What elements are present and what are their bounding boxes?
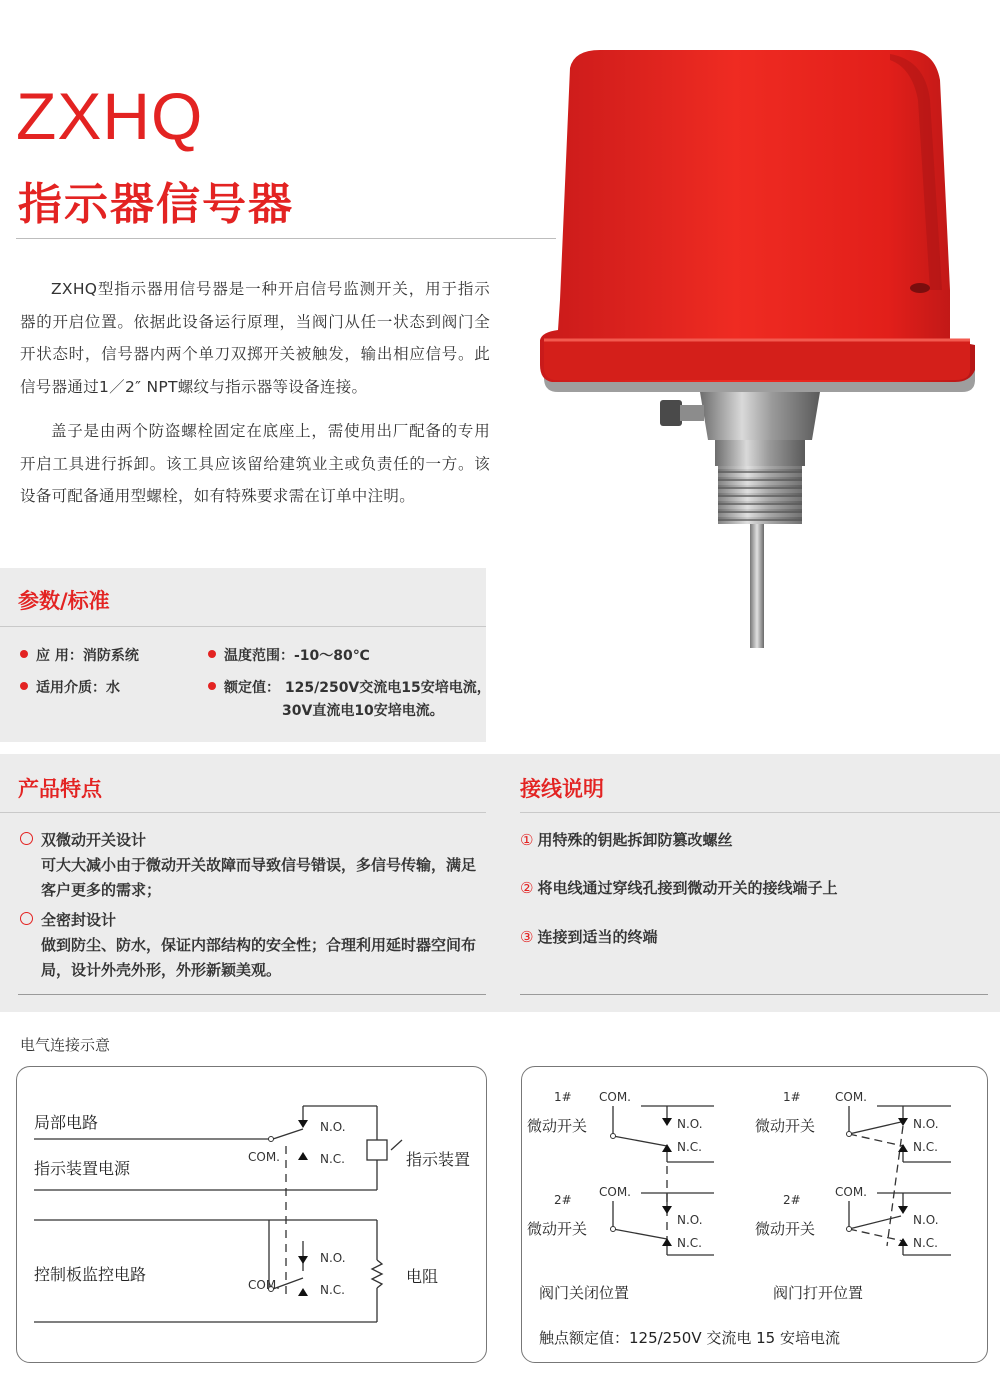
right-no-closed-1: N.O. <box>677 1117 703 1131</box>
circle-bullet-icon <box>20 832 33 845</box>
header-divider <box>16 238 556 239</box>
product-name: 指示器信号器 <box>18 179 294 230</box>
wiring-diagram-left-drawing <box>16 1066 486 1362</box>
left-nc-label-1: N.C. <box>320 1152 345 1166</box>
local-circuit-label: 局部电路 <box>34 1113 99 1132</box>
right-no-open-1: N.O. <box>913 1117 939 1131</box>
wiring-divider <box>520 812 1000 813</box>
spec-rating: 额定值： 125/250V交流电15安培电流， 30V直流电10安培电流。 <box>208 677 491 723</box>
right-com-open-1: COM. <box>835 1090 867 1104</box>
right-no-closed-2: N.O. <box>677 1213 703 1227</box>
model-title: ZXHQ <box>16 79 204 153</box>
bullet-icon <box>20 650 28 658</box>
right-nc-closed-2: N.C. <box>677 1236 702 1250</box>
params-divider <box>0 626 486 627</box>
features-divider <box>0 812 486 813</box>
intro-text <box>20 273 490 525</box>
left-nc-label-2: N.C. <box>320 1283 345 1297</box>
left-no-label-1: N.O. <box>320 1120 346 1134</box>
wiring-title: 接线说明 <box>520 777 604 801</box>
right-switch2-num-closed: 2# <box>554 1193 572 1207</box>
left-no-label-2: N.O. <box>320 1251 346 1265</box>
spec-medium: 适用介质：水 <box>20 677 120 697</box>
right-switch-label-open-2: 微动开关 <box>755 1220 816 1238</box>
electrical-caption: 电气连接示意 <box>20 1036 111 1054</box>
features-title: 产品特点 <box>18 777 102 801</box>
left-com-label-2: COM. <box>248 1278 280 1292</box>
bullet-icon <box>208 650 216 658</box>
indicator-device-label: 指示装置 <box>406 1150 471 1169</box>
wiring-step-3: ③ 连接到适当的终端 <box>520 928 658 946</box>
right-nc-closed-1: N.C. <box>677 1140 702 1154</box>
right-switch-label-open-1: 微动开关 <box>755 1117 816 1135</box>
right-no-open-2: N.O. <box>913 1213 939 1227</box>
right-com-closed-1: COM. <box>599 1090 631 1104</box>
wiring-bottom-divider <box>520 994 988 995</box>
intro-paragraph-1: ZXHQ型指示器用信号器是一种开启信号监测开关，用于指示器的开启位置。依据此设备运行原理，当阀门从任一状态到阀门全开状态时，信号器内两个单刀双掷开关被触发，输出相应信号。此信号器通过1／2″ NPT螺纹与指示器等设备连接。 <box>20 280 490 396</box>
right-com-open-2: COM. <box>835 1185 867 1199</box>
right-nc-open-1: N.C. <box>913 1140 938 1154</box>
feature-item-2: 全密封设计 做到防尘、防水，保证内部结构的安全性；合理利用延时器空间布局，设计外壳外形，外形新颖美观。 <box>20 908 490 983</box>
circle-bullet-icon <box>20 912 33 925</box>
wiring-diagram-right-drawing <box>521 1066 987 1362</box>
bullet-icon <box>20 682 28 690</box>
right-switch-label-closed-2: 微动开关 <box>527 1220 588 1238</box>
product-photo <box>530 40 990 660</box>
valve-closed-label: 阀门关闭位置 <box>539 1284 630 1302</box>
feature-item-1: 双微动开关设计 可大大减小由于微动开关故障而导致信号错误，多信号传输，满足客户更多的需求； <box>20 828 490 903</box>
spec-temperature: 温度范围：-10～80℃ <box>208 645 370 665</box>
spec-application: 应 用：消防系统 <box>20 645 139 665</box>
wiring-step-2: ② 将电线通过穿线孔接到微动开关的接线端子上 <box>520 879 838 897</box>
right-switch1-num-open: 1# <box>783 1090 801 1104</box>
control-circuit-label: 控制板监控电路 <box>34 1265 147 1284</box>
bullet-icon <box>208 682 216 690</box>
right-nc-open-2: N.C. <box>913 1236 938 1250</box>
wiring-step-1: ① 用特殊的钥匙拆卸防篡改螺丝 <box>520 831 733 849</box>
right-switch2-num-open: 2# <box>783 1193 801 1207</box>
valve-open-label: 阀门打开位置 <box>773 1284 864 1302</box>
contact-rating-label: 触点额定值：125/250V 交流电 15 安培电流 <box>539 1329 840 1347</box>
params-title: 参数/标准 <box>18 589 110 613</box>
left-com-label-1: COM. <box>248 1150 280 1164</box>
right-switch-label-closed-1: 微动开关 <box>527 1117 588 1135</box>
intro-paragraph-2: 盖子是由两个防盗螺栓固定在底座上，需使用出厂配备的专用开启工具进行拆卸。该工具应该留给建筑业主或负责任的一方。该设备可配备通用型螺栓，如有特殊要求需在订单中注明。 <box>20 422 490 505</box>
features-bottom-divider <box>18 994 486 995</box>
indicator-power-label: 指示装置电源 <box>34 1159 131 1178</box>
right-com-closed-2: COM. <box>599 1185 631 1199</box>
right-switch1-num-closed: 1# <box>554 1090 572 1104</box>
resistor-label: 电阻 <box>406 1267 439 1286</box>
